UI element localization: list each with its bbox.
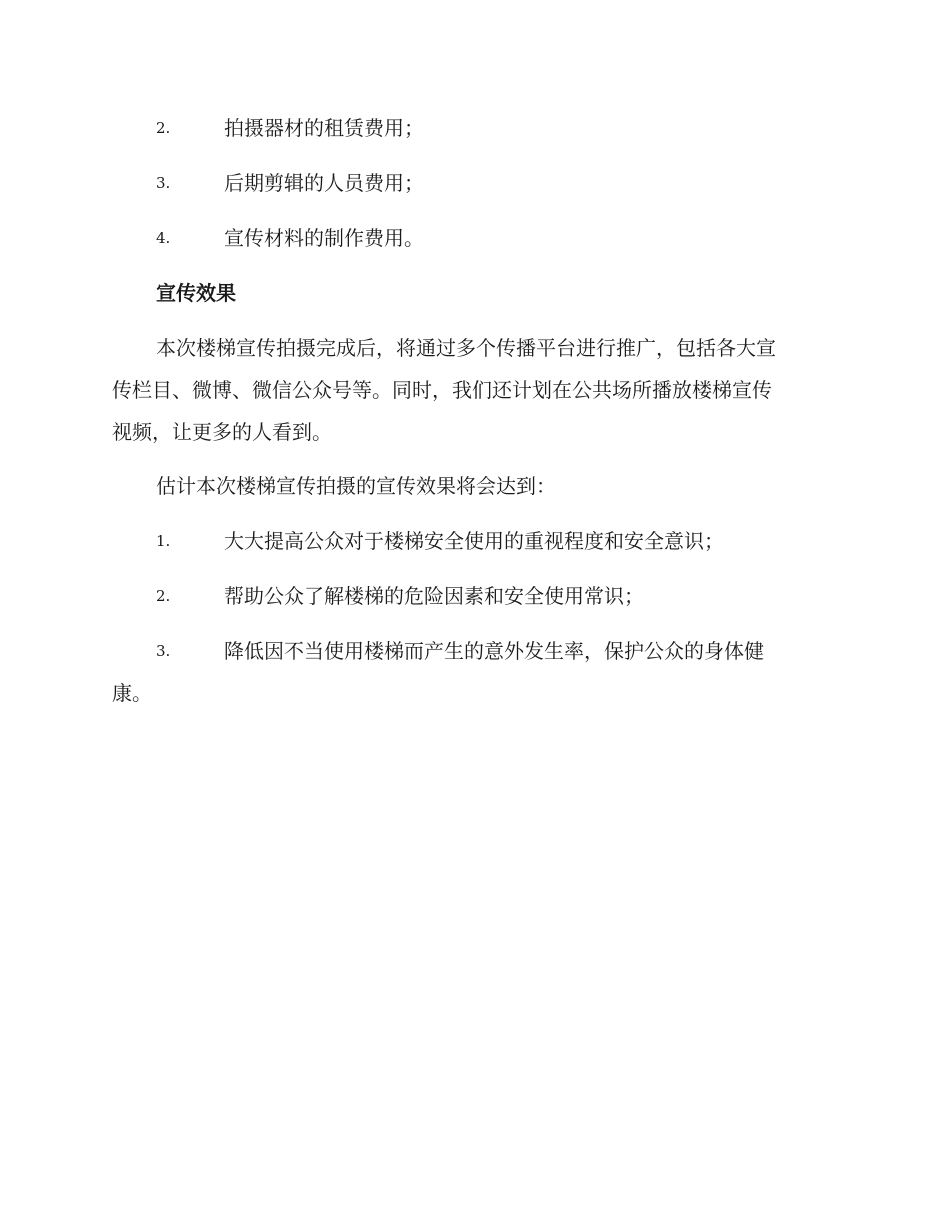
paragraph-line: 本次楼梯宣传拍摄完成后，将通过多个传播平台进行推广，包括各大宣 xyxy=(156,336,776,360)
list-item-text: 大大提高公众对于楼梯安全使用的重视程度和安全意识； xyxy=(224,529,724,553)
paragraph-line: 视频，让更多的人看到。 xyxy=(112,420,332,444)
list-item-text: 拍摄器材的租赁费用； xyxy=(224,116,424,140)
list-item-text: 帮助公众了解楼梯的危险因素和安全使用常识； xyxy=(224,584,644,608)
list-item-number: 2. xyxy=(156,587,171,605)
list-item-number: 1. xyxy=(156,532,171,550)
list-item-text: 降低因不当使用楼梯而产生的意外发生率，保护公众的身体健 xyxy=(224,639,764,663)
paragraph-line: 传栏目、微博、微信公众号等。同时，我们还计划在公共场所播放楼梯宣传 xyxy=(112,378,772,402)
list-item-continuation: 康。 xyxy=(112,681,152,705)
list-item-text: 宣传材料的制作费用。 xyxy=(224,226,424,250)
list-item-number: 3. xyxy=(156,174,171,192)
list-item-number: 4. xyxy=(156,229,171,247)
paragraph-line: 估计本次楼梯宣传拍摄的宣传效果将会达到： xyxy=(156,474,556,498)
section-heading: 宣传效果 xyxy=(156,281,236,305)
list-item-number: 2. xyxy=(156,119,171,137)
list-item-number: 3. xyxy=(156,642,171,660)
list-item-text: 后期剪辑的人员费用； xyxy=(224,171,424,195)
